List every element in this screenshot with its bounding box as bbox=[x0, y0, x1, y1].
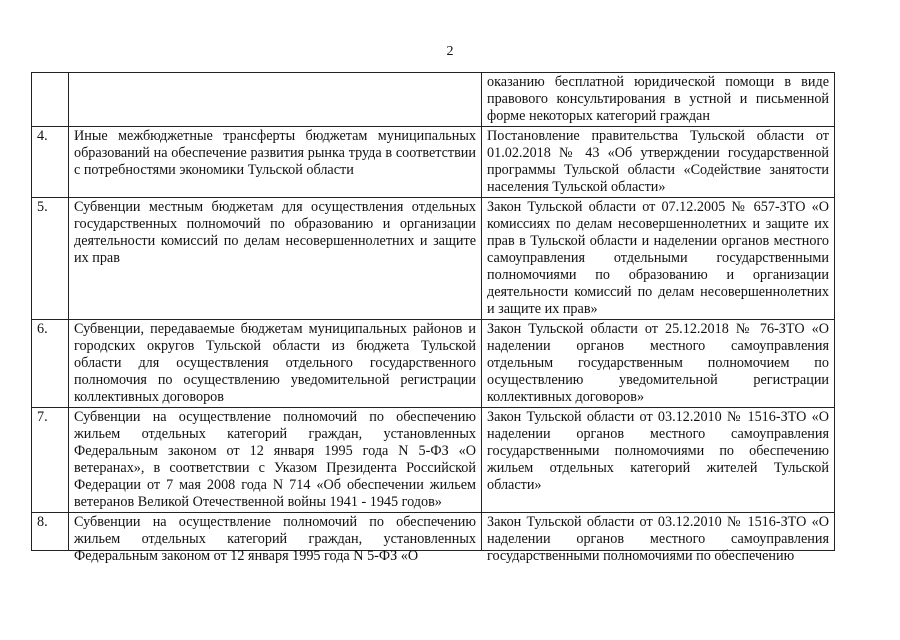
transfers-table bbox=[31, 72, 835, 564]
table-row bbox=[32, 73, 835, 127]
row-number bbox=[32, 513, 69, 551]
row-number: 4. bbox=[32, 127, 69, 198]
row-legal-basis-text: Закон Тульской области от 03.12.2010 № 1516-ЗТО «О наделении органов местного самоуправления государственными полномочиями по обеспечению bbox=[487, 514, 829, 564]
row-number: 5. bbox=[32, 198, 69, 320]
table-row bbox=[32, 198, 835, 320]
row-transfer-name: Субвенции, передаваемые бюджетам муниципальных районов и городских округов Тульской области из бюджета Тульской области для осуществления отдельного государственного полномочия по осуществлению уведомительной регистрации коллективных договоров bbox=[69, 320, 482, 408]
table-row bbox=[32, 513, 835, 551]
row-legal-basis: Закон Тульской области от 07.12.2005 № 657-ЗТО «О комиссиях по делам несовершеннолетних и защите их прав в Тульской области и наделении органов местного самоуправления отдельными государственными полномочиями по образованию и организации деятельности комиссий по делам несовершеннолетних и защите их прав» bbox=[482, 198, 835, 320]
row-transfer-name-text: Субвенции на осуществление полномочий по обеспечению жильем отдельных категорий граждан, установленных Федеральным законом от 12 января 1995 года N 5-ФЗ «О bbox=[74, 514, 476, 564]
row-legal-basis: Закон Тульской области от 03.12.2010 № 1516-ЗТО «О наделении органов местного самоуправления государственными полномочиями по обеспечению жильем отдельных категорий жителей Тульской области» bbox=[482, 408, 835, 513]
row-legal-basis: Постановление правительства Тульской области от 01.02.2018 № 43 «Об утверждении государственной программы Тульской области «Содействие занятости населения Тульской области» bbox=[482, 127, 835, 198]
row-transfer-name: Субвенции местным бюджетам для осуществления отдельных государственных полномочий по образованию и организации деятельности комиссий по делам несовершеннолетних и защите их прав bbox=[69, 198, 482, 320]
row-number: 6. bbox=[32, 320, 69, 408]
table-row bbox=[32, 127, 835, 198]
row-legal-basis: Закон Тульской области от 25.12.2018 № 76-ЗТО «О наделении органов местного самоуправления отдельным государственным полномочием по осуществлению уведомительной регистрации коллективных договоров» bbox=[482, 320, 835, 408]
table-row bbox=[32, 320, 835, 408]
row-transfer-name bbox=[69, 73, 482, 127]
row-transfer-name: Иные межбюджетные трансферты бюджетам муниципальных образований на обеспечение развития рынка труда в соответствии с потребностями экономики Тульской области bbox=[69, 127, 482, 198]
row-number-text: 8. bbox=[37, 514, 48, 530]
row-number: 7. bbox=[32, 408, 69, 513]
row-transfer-name bbox=[69, 513, 482, 564]
row-transfer-name: Субвенции на осуществление полномочий по обеспечению жильем отдельных категорий граждан, установленных Федеральным законом от 12 января 1995 года N 5-ФЗ «О ветеранах», в соответствии с Указом Президента Российской Федерации от 7 мая 2008 года N 714 «Об обеспечении жильем ветеранов Великой Отечественной войны 1941 - 1945 годов» bbox=[69, 408, 482, 513]
row-legal-basis bbox=[482, 513, 835, 564]
page-number: 2 bbox=[446, 44, 454, 59]
row-number bbox=[32, 73, 69, 127]
table-row bbox=[32, 408, 835, 513]
row-legal-basis: оказанию бесплатной юридической помощи в виде правового консультирования в устной и письменной форме некоторых категорий граждан bbox=[482, 73, 835, 127]
